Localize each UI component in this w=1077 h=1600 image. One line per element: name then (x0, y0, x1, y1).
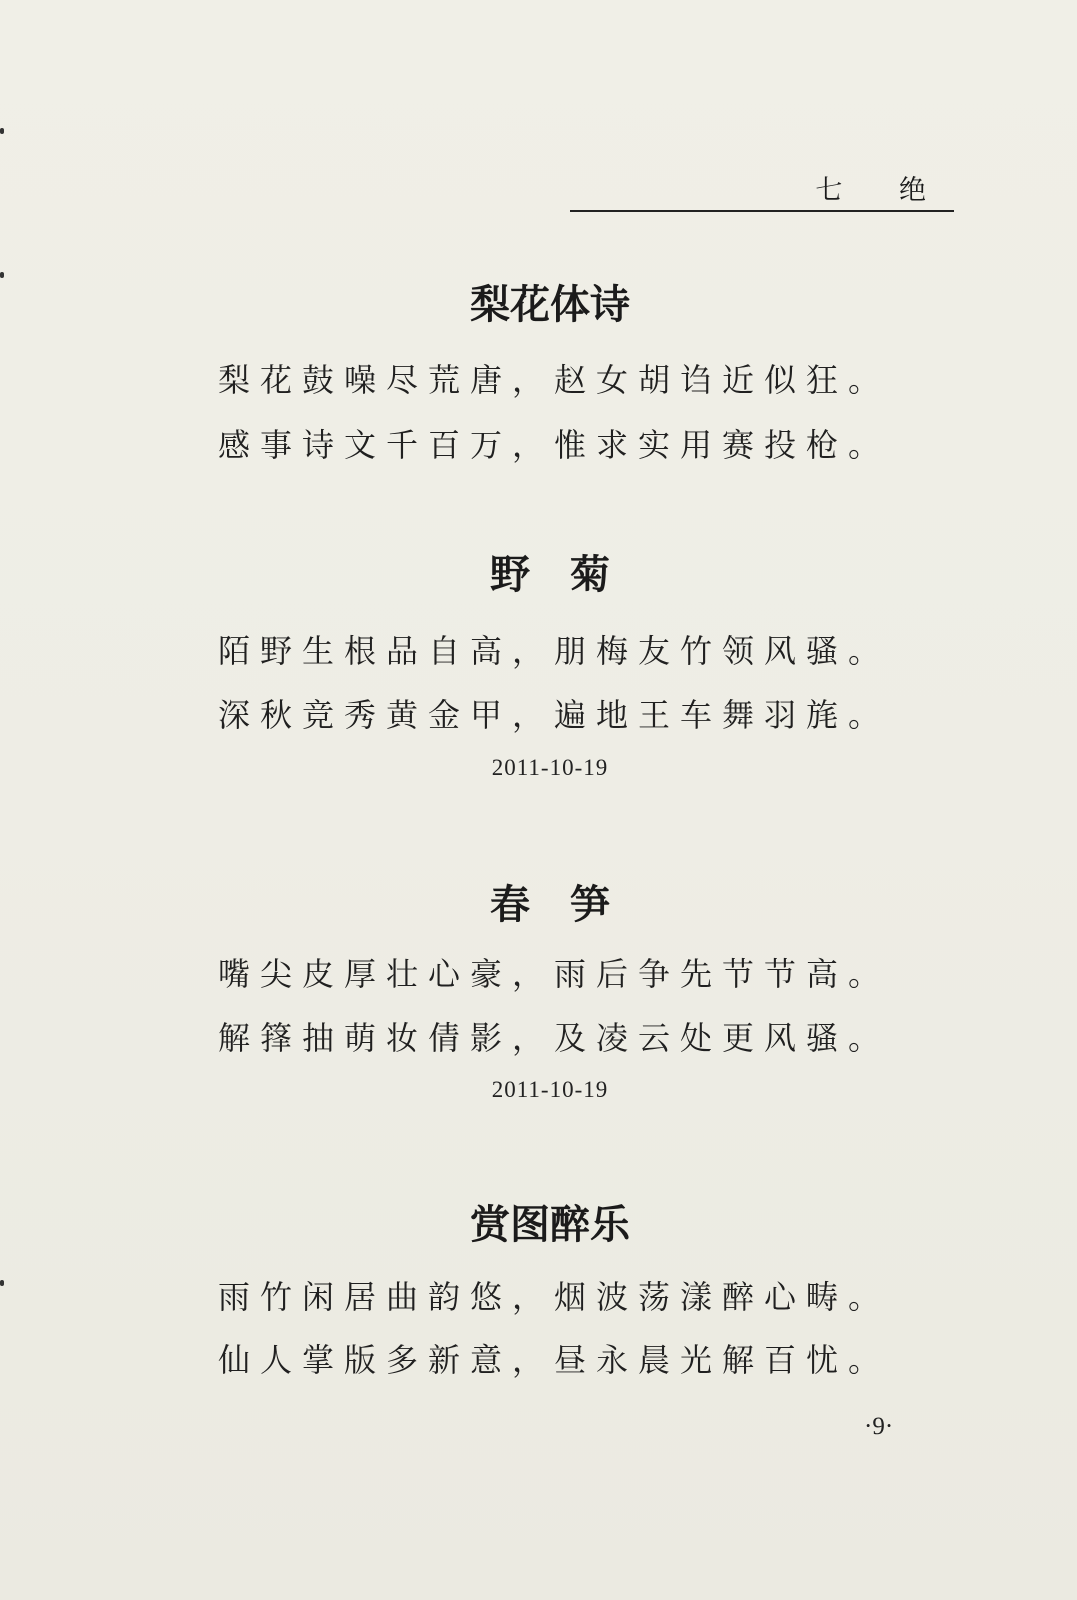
poem-title: 春笋 (490, 882, 650, 928)
poem-title: 赏图醉乐 (470, 1202, 630, 1248)
poem-line: 雨竹闲居曲韵悠，烟波荡漾醉心畴。 (218, 1278, 891, 1316)
poem-date: 2011-10-19 (491, 755, 609, 780)
poem-date: 2011-10-19 (491, 1077, 609, 1102)
running-head (570, 168, 954, 212)
poem-line: 嘴尖皮厚壮心豪，雨后争先节节高。 (218, 955, 891, 993)
binding-mark (0, 128, 4, 134)
binding-mark (0, 1280, 4, 1286)
poem-line: 感事诗文千百万，惟求实用赛投枪。 (218, 426, 891, 464)
poem-line: 陌野生根品自高，朋梅友竹领风骚。 (218, 632, 891, 670)
section-title: 七 绝 (815, 175, 950, 206)
poem-line: 解箨抽萌妆倩影，及凌云处更风骚。 (218, 1019, 891, 1057)
poem-line: 梨花鼓噪尽荒唐，赵女胡诌近似狂。 (218, 361, 891, 399)
page-number: ·9· (864, 1413, 894, 1440)
poem-title: 梨花体诗 (470, 282, 630, 328)
poem-line: 深秋竞秀黄金甲，遍地王车舞羽旄。 (218, 696, 891, 734)
poem-title: 野菊 (490, 552, 650, 598)
poem-line: 仙人掌版多新意，昼永晨光解百忧。 (218, 1341, 891, 1379)
